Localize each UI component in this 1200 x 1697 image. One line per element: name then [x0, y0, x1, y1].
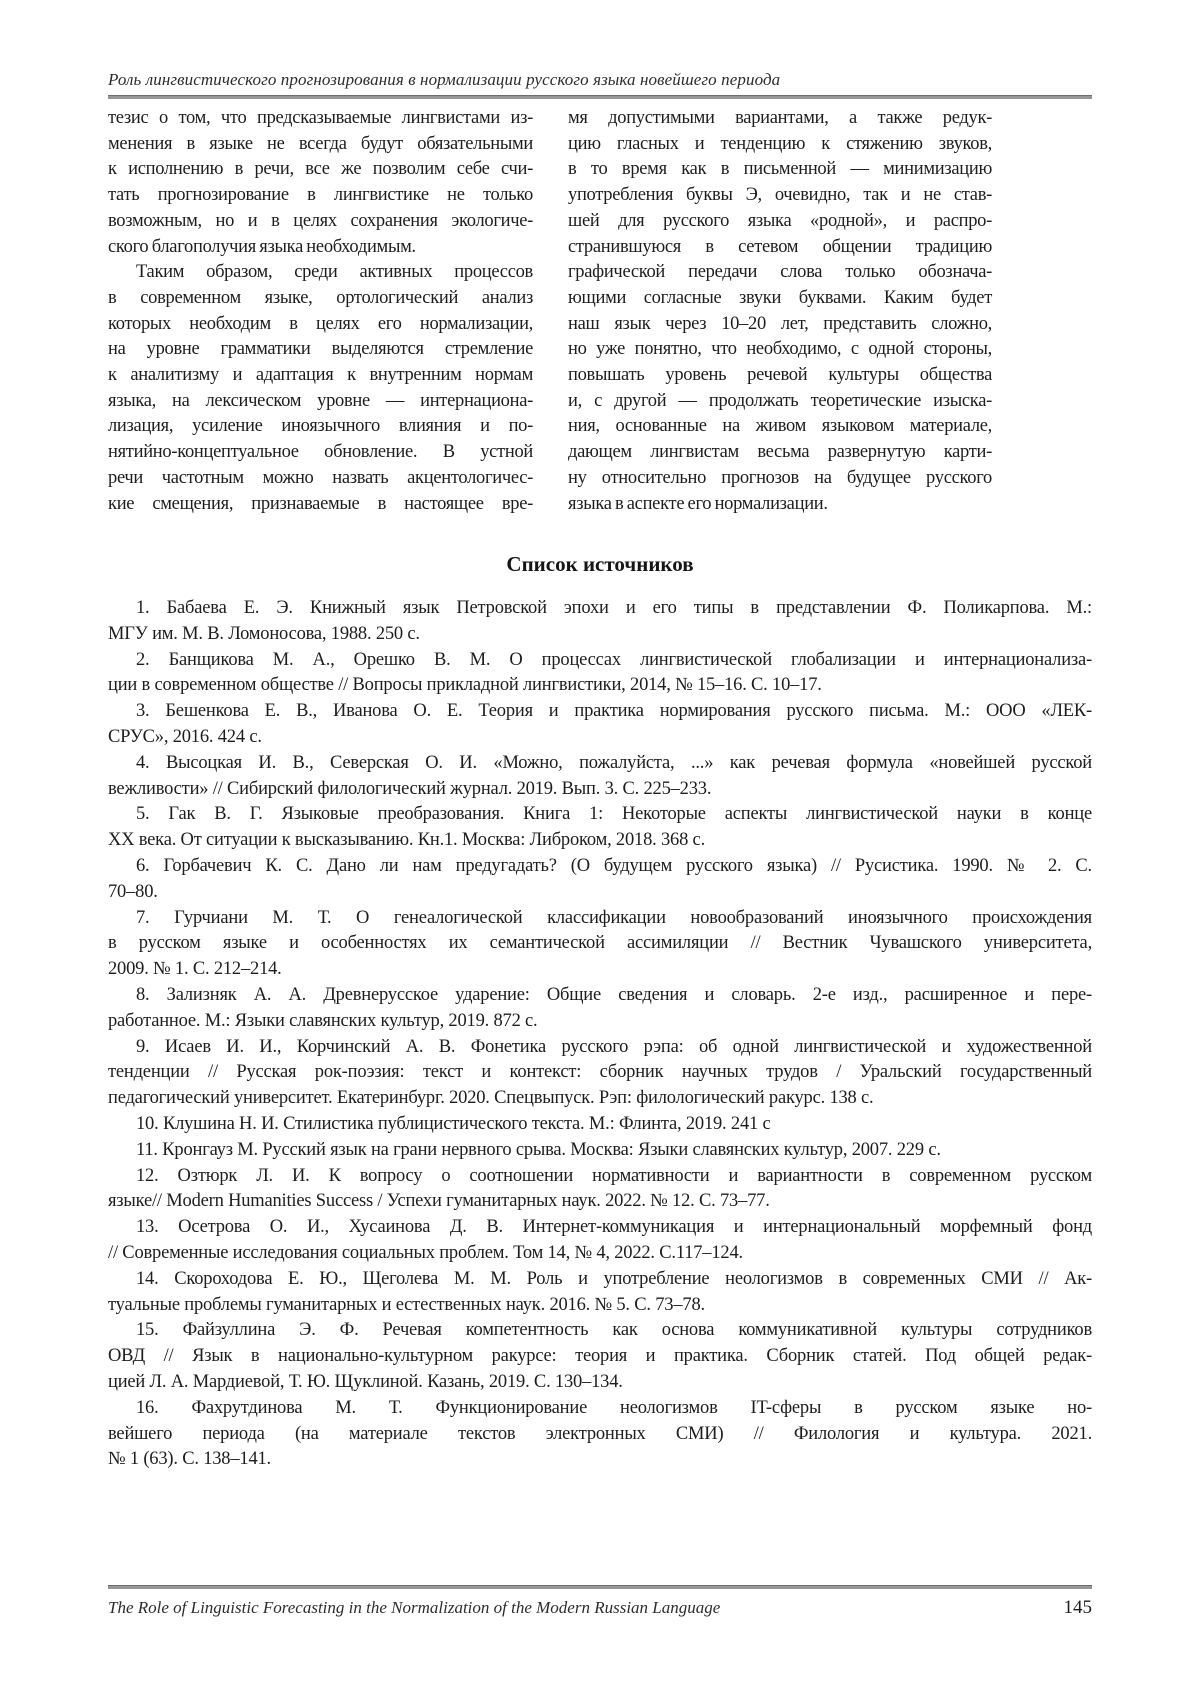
text-line: лизация, усиление иноязычного влияния и по-	[108, 416, 533, 437]
reference-item	[108, 1267, 1092, 1319]
text-line: но уже понятно, что необходимо, с одной стороны,	[568, 339, 992, 360]
reference-item	[108, 854, 1092, 906]
text-line: цией Л. А. Мардиевой, Т. Ю. Щуклиной. Казань, 2019. С. 130–134.	[108, 1371, 623, 1392]
column-left	[108, 106, 533, 517]
text-line: шей для русского языка «родной», и распро-	[568, 210, 992, 231]
text-line: 5. Гак В. Г. Языковые преобразования. Книга 1: Некоторые аспекты лингвистической науки в конце	[136, 804, 1092, 825]
text-line: наш язык через 10–20 лет, представить сложно,	[568, 313, 992, 334]
reference-item	[108, 906, 1092, 983]
reference-item	[108, 648, 1092, 700]
text-line: СРУС», 2016. 424 с.	[108, 726, 262, 747]
text-line: ОВД // Язык в национально-культурном ракурсе: теория и практика. Сборник статей. Под общей редак-	[108, 1346, 1092, 1367]
text-line: повышать уровень речевой культуры общества	[568, 365, 992, 386]
article-body	[108, 106, 1092, 517]
text-line: тезис о том, что предсказываемые лингвистами из-	[108, 108, 533, 128]
text-line: мя допустимыми вариантами, а также редук-	[568, 108, 992, 128]
text-line: менения в языке не всегда будут обязательными	[108, 133, 533, 154]
text-line: МГУ им. М. В. Ломоносова, 1988. 250 с.	[108, 623, 420, 644]
text-line: тенденции // Русская рок-поэзия: текст и контекст: сборник научных трудов / Уральский государственный	[108, 1062, 1092, 1083]
page-footer	[108, 1597, 1092, 1619]
text-line: ского благополучия языка необходимым.	[108, 236, 416, 257]
text-line: Таким образом, среди активных процессов	[136, 262, 533, 283]
text-line: 11. Кронгауз М. Русский язык на грани нервного срыва. Москва: Языки славянских культур, 2007. 229 с.	[136, 1139, 941, 1160]
text-line: вейшего периода (на материале текстов электронных СМИ) // Филология и культура. 2021.	[108, 1423, 1092, 1444]
reference-item	[108, 802, 1092, 854]
text-line: и, с другой — продолжать теоретические изыска-	[568, 390, 992, 411]
reference-item	[108, 1035, 1092, 1112]
text-line: туальные проблемы гуманитарных и естественных наук. 2016. № 5. С. 73–78.	[108, 1294, 705, 1315]
text-line: к исполнению в речи, все же позволим себе счи-	[108, 159, 533, 180]
text-line: языка, на лексическом уровне — интернациона-	[108, 390, 533, 411]
text-line: 15. Файзуллина Э. Ф. Речевая компетентность как основа коммуникативной культуры сотрудников	[136, 1320, 1092, 1341]
text-line: 16. Фахрутдинова М. Т. Функционирование неологизмов IT-сферы в русском языке но-	[136, 1397, 1092, 1418]
text-line: употребления буквы Э, очевидно, так и не став-	[568, 185, 992, 206]
text-line: педагогический университет. Екатеринбург. 2020. Спецвыпуск. Рэп: филологический ракурс. 138 с.	[108, 1088, 874, 1109]
text-line: к аналитизму и адаптация к внутренним нормам	[108, 365, 533, 386]
page-number: 145	[1063, 1597, 1092, 1618]
page-header	[108, 70, 1092, 99]
text-line: 10. Клушина Н. И. Стилистика публицистического текста. М.: Флинта, 2019. 241 с	[136, 1113, 771, 1134]
reference-item	[108, 699, 1092, 751]
text-line: языке// Modern Humanities Success / Успехи гуманитарных наук. 2022. № 12. С. 73–77.	[108, 1191, 770, 1212]
text-line: 6. Горбачевич К. С. Дано ли нам предугадать? (О будущем русского языка) // Русистика. 1990. № 2. С.	[136, 855, 1092, 876]
text-line: графической передачи слова только обознача-	[568, 262, 992, 283]
header-rule	[108, 95, 1092, 99]
text-line: тать прогнозирование в лингвистике не только	[108, 185, 533, 206]
reference-item	[108, 1396, 1092, 1473]
text-line: 7. Гурчиани М. Т. О генеалогической классификации новообразований иноязычного происхождения	[136, 907, 1092, 928]
text-line: на уровне грамматики выделяются стремление	[108, 339, 533, 360]
footer-running-title: The Role of Linguistic Forecasting in the Normalization of the Modern Russian Language	[108, 1598, 721, 1617]
text-line: // Современные исследования социальных проблем. Том 14, № 4, 2022. С.117–124.	[108, 1242, 743, 1263]
text-line: XX века. От ситуации к высказыванию. Кн.1. Москва: Либроком, 2018. 368 с.	[108, 830, 705, 851]
footer-rule	[108, 1585, 1092, 1589]
text-line: 2. Банщикова М. А., Орешко В. М. О процессах лингвистической глобализации и интернационализа-	[136, 649, 1092, 670]
text-line: № 1 (63). С. 138–141.	[108, 1449, 271, 1470]
text-line: кие смещения, признаваемые в настоящее вре-	[108, 493, 533, 514]
text-line: 13. Осетрова О. И., Хусаинова Д. В. Интернет-коммуникация и интернациональный морфемный фонд	[136, 1217, 1092, 1238]
text-line: работанное. М.: Языки славянских культур, 2019. 872 с.	[108, 1010, 538, 1031]
text-line: ния, основанные на живом языковом материале,	[568, 416, 992, 437]
reference-item	[108, 983, 1092, 1035]
reference-item	[108, 1138, 1092, 1164]
reference-item	[108, 1164, 1092, 1216]
text-line: цию гласных и тенденцию к стяжению звуков,	[568, 133, 992, 154]
reference-item	[108, 1318, 1092, 1395]
text-line: 1. Бабаева Е. Э. Книжный язык Петровской эпохи и его типы в представлении Ф. Поликарпова. М.:	[136, 598, 1092, 618]
text-line: странившуюся в сетевом общении традицию	[568, 236, 992, 257]
text-line: в то время как в письменной — минимизацию	[568, 159, 992, 180]
text-line: 12. Озтюрк Л. И. К вопросу о соотношении нормативности и вариантности в современном русском	[136, 1165, 1092, 1186]
text-line: ну относительно прогнозов на будущее русского	[568, 467, 992, 488]
text-line: 70–80.	[108, 881, 158, 902]
text-line: 9. Исаев И. И., Корчинский А. В. Фонетика русского рэпа: об одной лингвистической и художественной	[136, 1036, 1092, 1057]
text-line: 4. Высоцкая И. В., Северская О. И. «Можно, пожалуйста, ...» как речевая формула «новейшей русской	[136, 752, 1092, 773]
column-right	[568, 106, 992, 517]
text-line: возможным, но и в целях сохранения экологиче-	[108, 210, 533, 231]
references-list	[108, 596, 1092, 1473]
text-line: в русском языке и особенностях их семантической ассимиляции // Вестник Чувашского университета,	[108, 933, 1092, 954]
text-line: нятийно-концептуальное обновление. В устной	[108, 442, 533, 463]
reference-item	[108, 1215, 1092, 1267]
text-line: 3. Бешенкова Е. В., Иванова О. Е. Теория и практика нормирования русского письма. М.: ООО «ЛЕК-	[136, 701, 1092, 722]
text-line: которых необходим в целях его нормализации,	[108, 313, 533, 334]
references-heading: Список источников	[506, 552, 694, 576]
text-line: языка в аспекте его нормализации.	[568, 493, 828, 514]
text-line: речи частотным можно назвать акцентологичес-	[108, 467, 533, 488]
text-line: ции в современном обществе // Вопросы прикладной лингвистики, 2014, № 15–16. С. 10–17.	[108, 675, 822, 696]
text-line: 8. Зализняк А. А. Древнерусское ударение: Общие сведения и словарь. 2-е изд., расширенное и пере-	[136, 984, 1092, 1005]
text-line: в современном языке, ортологический анализ	[108, 287, 533, 308]
reference-item	[108, 1112, 1092, 1138]
reference-item	[108, 751, 1092, 803]
text-line: 14. Скороходова Е. Ю., Щеголева М. М. Роль и употребление неологизмов в современных СМИ // Ак-	[136, 1268, 1092, 1289]
text-line: дающем лингвистам весьма развернутую карти-	[568, 442, 992, 463]
reference-item	[108, 596, 1092, 648]
text-line: вежливости» // Сибирский филологический журнал. 2019. Вып. 3. С. 225–233.	[108, 778, 712, 799]
text-line: ющими согласные звуки буквами. Каким будет	[568, 287, 992, 308]
text-line: 2009. № 1. С. 212–214.	[108, 959, 282, 980]
running-head-title: Роль лингвистического прогнозирования в нормализации русского языка новейшего периода	[108, 70, 781, 89]
